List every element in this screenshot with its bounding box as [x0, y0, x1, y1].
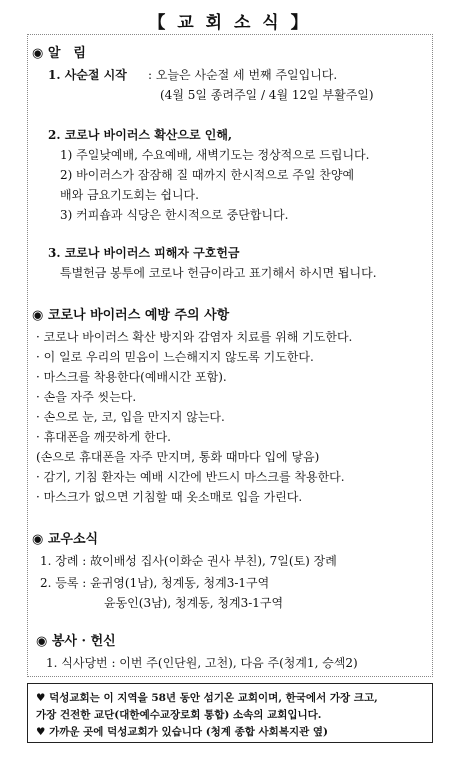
prevention-line: · 마스크를 착용한다(예배시간 포함).	[36, 370, 227, 384]
prevention-line: · 코로나 바이러스 확산 방지와 감염자 치료를 위해 기도한다.	[36, 330, 353, 344]
members-line: 윤동인(3남), 청계동, 청계3-1구역	[104, 596, 284, 610]
prevention-line: (손으로 휴대폰을 자주 만지며, 통화 때마다 입에 닿음)	[36, 450, 320, 464]
notice-item3-text: 특별헌금 봉투에 코로나 헌금이라고 표기해서 하시면 됩니다.	[60, 266, 377, 280]
notice-item1-title: 1. 사순절 시작	[48, 68, 127, 82]
members-line: 1. 장례 : 故이배성 집사(이화순 권사 부친), 7일(토) 장례	[40, 554, 337, 568]
prevention-line: · 손을 자주 씻는다.	[36, 390, 137, 404]
members-line: 2. 등록 : 윤귀영(1남), 청계동, 청계3-1구역	[40, 576, 270, 590]
notice-item2-title: 2. 코로나 바이러스 확산으로 인해,	[48, 128, 233, 142]
service-line: 1. 식사당번 : 이번 주(인단원, 고천), 다음 주(청계1, 승섹2)	[46, 656, 358, 670]
prevention-heading: ◉ 코로나 바이러스 예방 주의 사항	[32, 308, 230, 323]
notice-item1-sub: (4월 5일 종려주일 / 4월 12일 부활주일)	[160, 88, 374, 102]
service-heading: ◉ 봉사 · 헌신	[36, 634, 116, 649]
prevention-line: · 손으로 눈, 코, 입을 만지지 않는다.	[36, 410, 225, 424]
page-title: 【 교 회 소 식 】	[148, 13, 311, 33]
notice-item2-line: 2) 바이러스가 잠잠해 질 때까지 한시적으로 주일 찬양예	[60, 168, 355, 182]
notice-item1-text: : 오늘은 사순절 세 번째 주일입니다.	[148, 68, 338, 82]
notice-item3-title: 3. 코로나 바이러스 피해자 구호헌금	[48, 246, 240, 260]
notice-item2-line: 1) 주일낮예배, 수요예배, 새벽기도는 정상적으로 드립니다.	[60, 148, 370, 162]
notice-item2-line: 배와 금요기도회는 쉽니다.	[60, 188, 199, 202]
footer-line: ♥ 가까운 곳에 덕성교회가 있습니다 (청계 종합 사회복지관 옆)	[36, 726, 329, 738]
footer-line: 가장 건전한 교단(대한예수교장로회 통합) 소속의 교회입니다.	[36, 709, 322, 721]
prevention-line: · 감기, 기침 환자는 예배 시간에 반드시 마스크를 착용한다.	[36, 470, 345, 484]
notice-heading: ◉ 알 림	[32, 46, 86, 61]
prevention-line: · 휴대폰을 깨끗하게 한다.	[36, 430, 171, 444]
footer-line: ♥ 덕성교회는 이 지역을 58년 동안 섬기온 교회이며, 한국에서 가장 크고,	[36, 692, 378, 704]
prevention-line: · 마스크가 없으면 기침할 때 옷소매로 입을 가린다.	[36, 490, 303, 504]
prevention-line: · 이 일로 우리의 믿음이 느슨해지지 않도록 기도한다.	[36, 350, 314, 364]
members-heading: ◉ 교우소식	[32, 532, 99, 547]
footer-box	[27, 683, 433, 743]
notice-item2-line: 3) 커피숍과 식당은 한시적으로 중단합니다.	[60, 208, 289, 222]
